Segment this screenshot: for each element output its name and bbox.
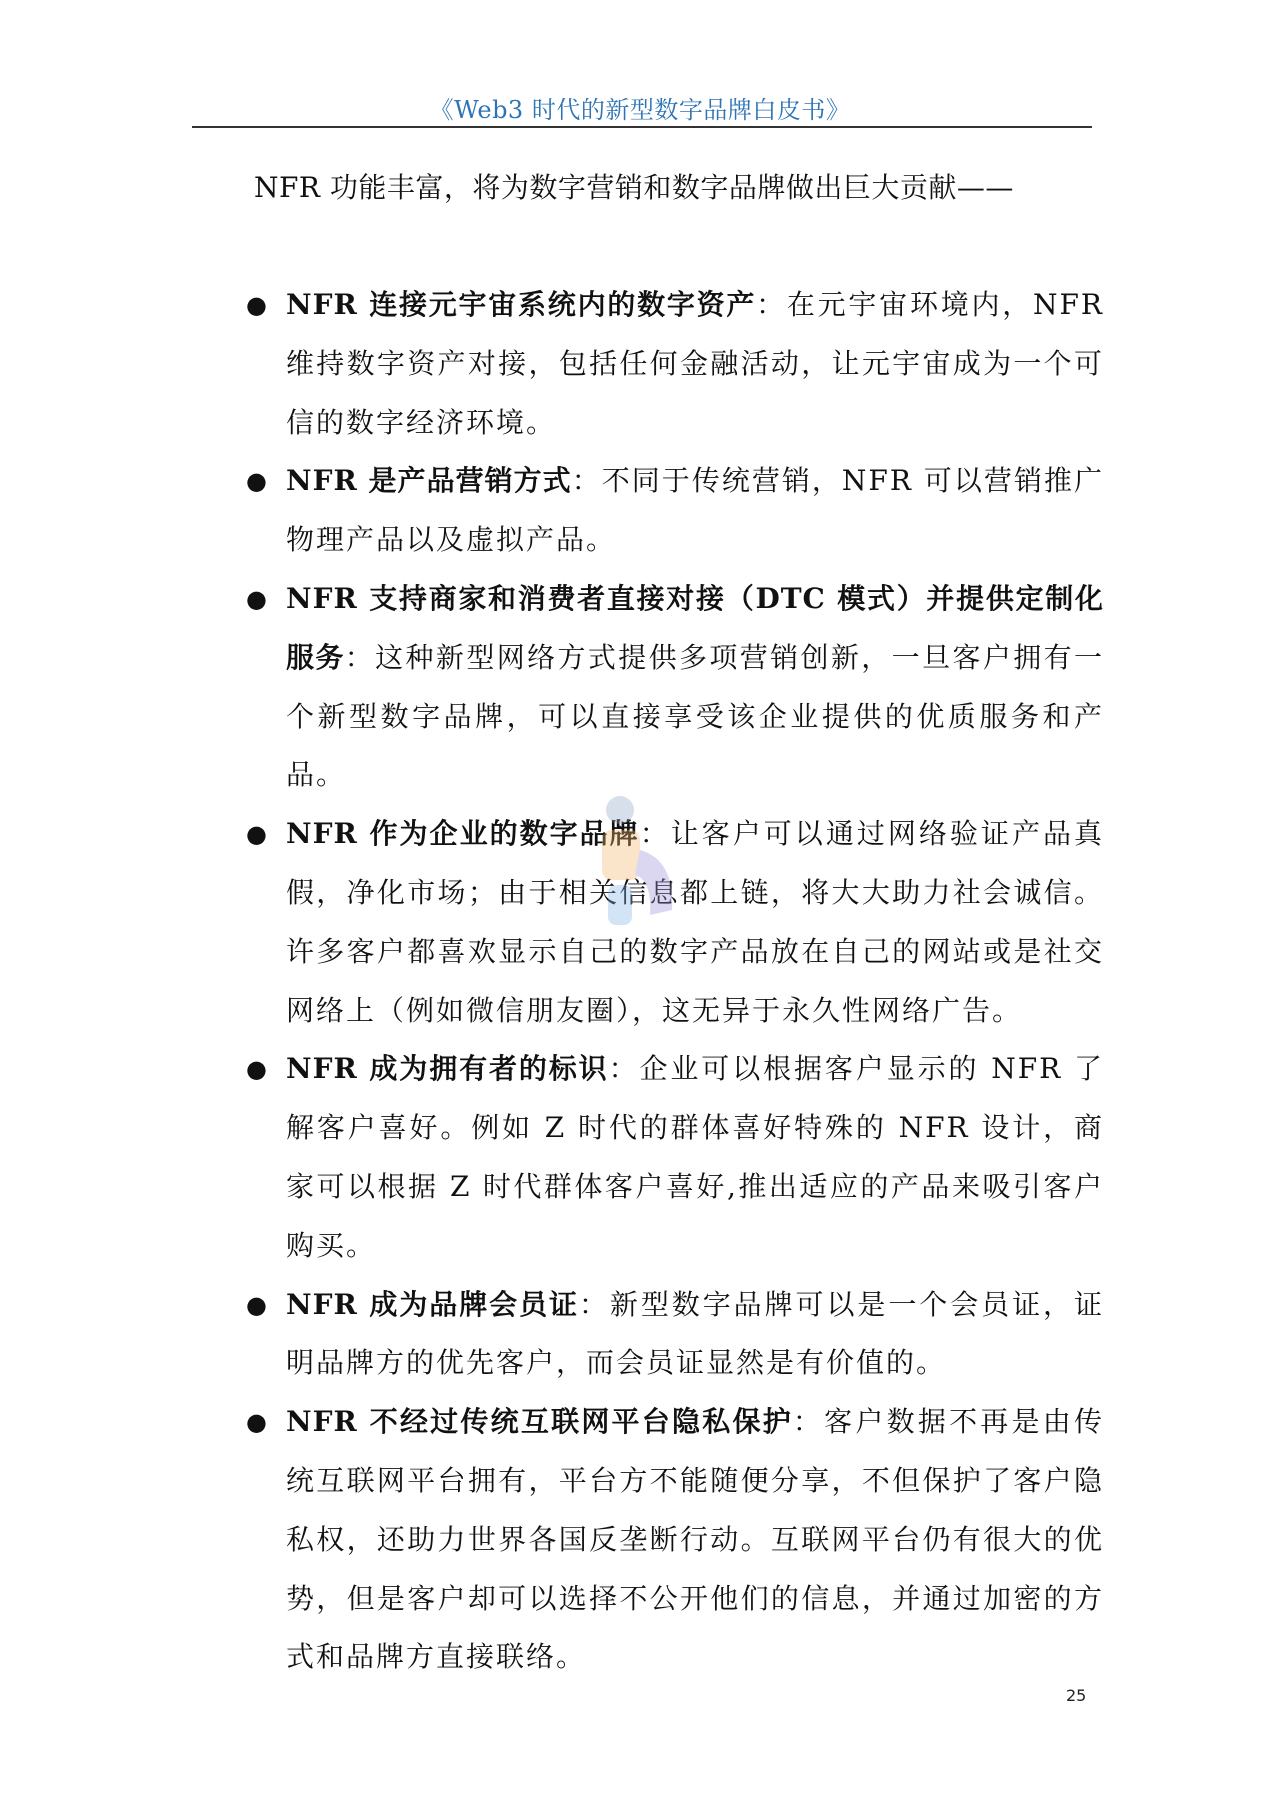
list-item-text: ：新型数字品牌可以是一个会员证，证明品牌方的优先客户，而会员证显然是有价值的。 — [286, 1287, 1104, 1380]
watermark-logo-icon — [580, 790, 690, 950]
list-item-lead: NFR 是产品营销方式 — [286, 464, 572, 498]
list-item — [244, 1276, 1104, 1394]
list-item-lead: NFR 支持商家和消费者直接对接（DTC 模式）并提供定制化服务 — [286, 581, 1104, 674]
bullet-icon: ● — [246, 1290, 269, 1319]
list-item-text: ：让客户可以通过网络验证产品真假，净化市场；由于相关信息都上链，将大大助力社会诚信。许多客户都喜欢显示自己的数字产品放在自己的网站或是社交网络上（例如微信朋友圈），这无异于永久性网络广告。 — [286, 817, 1104, 1027]
bullet-icon: ● — [246, 467, 269, 496]
list-item-lead: NFR 连接元宇宙系统内的数字资产 — [286, 288, 757, 321]
list-item — [244, 452, 1104, 570]
bullet-icon: ● — [246, 1055, 269, 1084]
list-item — [244, 1040, 1104, 1275]
feature-list — [244, 276, 1104, 1687]
list-item-text: ：不同于传统营销，NFR 可以营销推广物理产品以及虚拟产品。 — [286, 464, 1104, 557]
page-number: 25 — [1066, 1686, 1087, 1705]
bullet-icon: ● — [246, 820, 269, 849]
list-item-text: ：客户数据不再是由传统互联网平台拥有，平台方不能随便分享，不但保护了客户隐私权，还助力世界各国反垄断行动。互联网平台仍有很大的优势，但是客户却可以选择不公开他们的信息，并通过加密的方式和品牌方直接联络。 — [286, 1405, 1104, 1674]
list-item — [244, 276, 1104, 452]
list-item-lead: NFR 不经过传统互联网平台隐私保护 — [286, 1405, 793, 1439]
list-item-text: ：这种新型网络方式提供多项营销创新，一旦客户拥有一个新型数字品牌，可以直接享受该企业提供的优质服务和产品。 — [286, 640, 1104, 792]
list-item-text: ：企业可以根据客户显示的 NFR 了解客户喜好。例如 Z 时代的群体喜好特殊的 NFR 设计，商家可以根据 Z 时代群体客户喜好,推出适应的产品来吸引客户购买。 — [286, 1052, 1104, 1262]
document-header-title: 《Web3 时代的新型数字品牌白皮书》 — [429, 96, 851, 124]
list-item — [244, 1393, 1104, 1687]
list-item-text: ：在元宇宙环境内，NFR 维持数字资产对接，包括任何金融活动，让元宇宙成为一个可信的数字经济环境。 — [286, 288, 1104, 439]
bullet-icon: ● — [246, 584, 269, 613]
header-divider — [192, 126, 1092, 128]
bullet-icon: ● — [246, 1408, 269, 1437]
list-item-lead: NFR 作为企业的数字品牌 — [286, 817, 640, 851]
list-item-lead: NFR 成为品牌会员证 — [286, 1287, 579, 1321]
bullet-icon: ● — [246, 291, 269, 319]
list-item — [244, 570, 1104, 805]
intro-paragraph: NFR 功能丰富，将为数字营销和数字品牌做出巨大贡献—— — [254, 171, 1014, 204]
list-item-lead: NFR 成为拥有者的标识 — [286, 1052, 609, 1086]
